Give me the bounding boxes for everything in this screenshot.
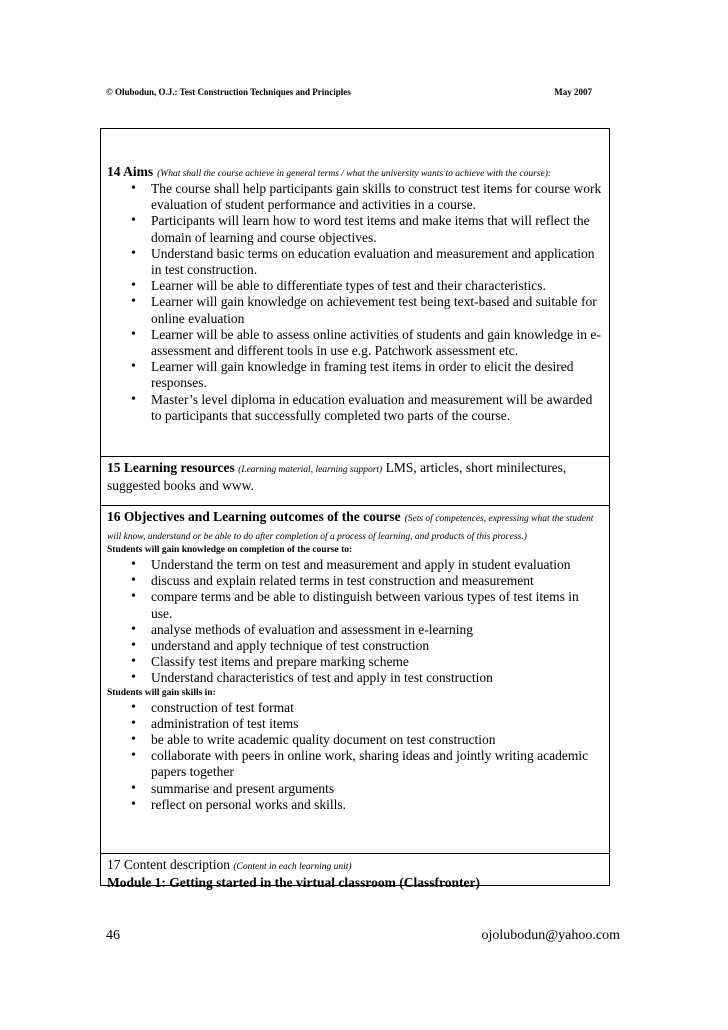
content-note: (Content in each learning unit) xyxy=(233,862,352,872)
aims-note: (What shall the course achieve in general terms / what the university wants to achieve with the course): xyxy=(157,169,552,179)
objectives-section xyxy=(101,505,609,813)
footer-email: ojolubodun@yahoo.com xyxy=(481,928,620,943)
aims-section xyxy=(101,163,609,424)
list-item: • collaborate with peers in online work, sharing ideas and jointly writing academic papers together xyxy=(107,748,603,780)
aims-heading: 14 Aims xyxy=(107,164,154,179)
list-item: • Learner will gain knowledge in framing test items in order to elicit the desired responses. xyxy=(107,359,603,391)
resources-heading: 15 Learning resources xyxy=(107,460,235,475)
list-item: • construction of test format xyxy=(107,700,603,716)
content-section xyxy=(101,853,609,891)
knowledge-label: Students will gain knowledge on completion of the course to: xyxy=(107,545,353,555)
resources-note: (Learning material, learning support) xyxy=(238,465,383,475)
header-date: May 2007 xyxy=(554,87,592,97)
list-item: • be able to write academic quality document on test construction xyxy=(107,732,603,748)
list-item: • Understand the term on test and measurement and apply in student evaluation xyxy=(107,557,603,573)
objectives-heading: 16 Objectives and Learning outcomes of the course xyxy=(107,509,401,524)
content-table xyxy=(100,128,610,890)
list-item: • The course shall help participants gain skills to construct test items for course work evaluation of student performance and activities in a course. xyxy=(107,181,603,213)
list-item: • administration of test items xyxy=(107,716,603,732)
list-item: • Participants will learn how to word test items and make items that will reflect the domain of learning and course objectives. xyxy=(107,213,603,245)
content-heading: 17 Content description xyxy=(107,857,230,872)
module-title: Module 1: Getting started in the virtual classroom (Classfronter) xyxy=(107,875,480,890)
skills-label: Students will gain skills in: xyxy=(107,687,216,698)
list-item: • reflect on personal works and skills. xyxy=(107,797,603,813)
skills-list xyxy=(107,700,603,813)
list-item: • Master’s level diploma in education evaluation and measurement will be awarded to participants that successfully completed two parts of the course. xyxy=(107,392,603,424)
list-item: • Understand characteristics of test and apply in test construction xyxy=(107,670,603,686)
list-item: • understand and apply technique of test construction xyxy=(107,638,603,654)
list-item: • analyse methods of evaluation and assessment in e-learning xyxy=(107,622,603,638)
list-item: • Understand basic terms on education evaluation and measurement and application in test construction. xyxy=(107,246,603,278)
page-number: 46 xyxy=(106,928,120,943)
list-item: • compare terms and be able to distinguish between various types of test items in use. xyxy=(107,589,603,621)
objectives-note: (Sets of competences, expressing what the student will know, understand or be able to do after completion of a process of learning, and products of this process.) xyxy=(107,514,594,542)
knowledge-list xyxy=(107,557,603,687)
list-item: • summarise and present arguments xyxy=(107,781,603,797)
header-title: © Olubodun, O.J.: Test Construction Techniques and Principles xyxy=(106,87,351,97)
aims-list xyxy=(107,181,603,424)
list-item: • Learner will be able to assess online activities of students and gain knowledge in e-assessment and different tools in use e.g. Patchwork assessment etc. xyxy=(107,327,603,359)
list-item: • Learner will gain knowledge on achievement test being text-based and suitable for online evaluation xyxy=(107,294,603,326)
list-item: • Classify test items and prepare marking scheme xyxy=(107,654,603,670)
resources-section xyxy=(101,456,609,494)
resources-text: LMS, articles, short minilectures, suggested books and www. xyxy=(107,460,567,493)
list-item: • discuss and explain related terms in test construction and measurement xyxy=(107,573,603,589)
list-item: • Learner will be able to differentiate types of test and their characteristics. xyxy=(107,278,603,294)
